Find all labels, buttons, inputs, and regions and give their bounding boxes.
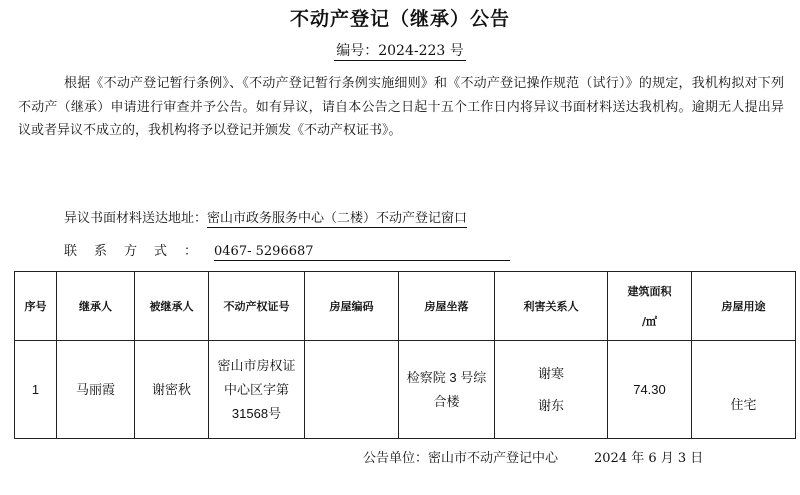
table-header-row	[15, 272, 796, 341]
contact-phone-label: 联系方式：	[64, 244, 215, 259]
contact-phone	[64, 240, 510, 261]
cell-cert: 密山市房权证中心区字第31568号	[209, 341, 305, 439]
cell-usage: 住宅	[692, 341, 796, 439]
table-row	[15, 341, 796, 439]
notice-footer	[363, 447, 703, 466]
objection-address	[64, 207, 467, 228]
notice-title: 不动产登记（继承）公告	[289, 8, 510, 30]
objection-address-label: 异议书面材料送达地址：	[64, 211, 208, 226]
cell-deceased: 谢密秋	[135, 341, 209, 439]
objection-address-value: 密山市政务服务中心（二楼）不动产登记窗口	[207, 207, 467, 228]
header-stakeholder: 利害关系人	[495, 272, 608, 341]
header-house-code: 房屋编码	[305, 272, 399, 341]
header-area-line1: 建筑面积	[627, 285, 672, 298]
header-area	[608, 272, 692, 341]
header-area-line2: /㎡	[641, 315, 658, 328]
notice-number-text: 编号：2024-223 号	[336, 43, 464, 59]
header-location: 房屋坐落	[399, 272, 495, 341]
cell-location: 检察院 3 号综合楼	[399, 341, 495, 439]
issue-date: 2024 年 6 月 3 日	[594, 451, 704, 466]
stakeholder-1: 谢寒	[537, 365, 564, 381]
header-usage: 房屋用途	[692, 272, 796, 341]
header-heir: 继承人	[57, 272, 135, 341]
header-seq: 序号	[15, 272, 57, 341]
stakeholder-2: 谢东	[537, 397, 564, 413]
notice-number	[0, 40, 800, 60]
header-deceased: 被继承人	[135, 272, 209, 341]
contact-phone-value: 0467- 5296687	[214, 244, 510, 261]
issuing-unit: 公告单位：密山市不动产登记中心	[363, 451, 559, 466]
cell-seq: 1	[15, 341, 57, 439]
notice-table	[14, 271, 796, 439]
notice-body: 根据《不动产登记暂行条例》、《不动产登记暂行条例实施细则》和《不动产登记操作规范（试行）》的规定，我机构拟对下列不动产（继承）申请进行审查并予公告。如有异议，请自本公告之日起十五个工作日内将异议书面材料送达我机构。逾期无人提出异议或者异议不成立的，我机构将予以登记并颁发《不动产权证书》。	[18, 76, 784, 138]
cell-area: 74.30	[608, 341, 692, 439]
header-cert: 不动产权证号	[209, 272, 305, 341]
cell-house-code	[305, 341, 399, 439]
cell-stakeholder	[495, 341, 608, 439]
cell-heir: 马丽霞	[57, 341, 135, 439]
